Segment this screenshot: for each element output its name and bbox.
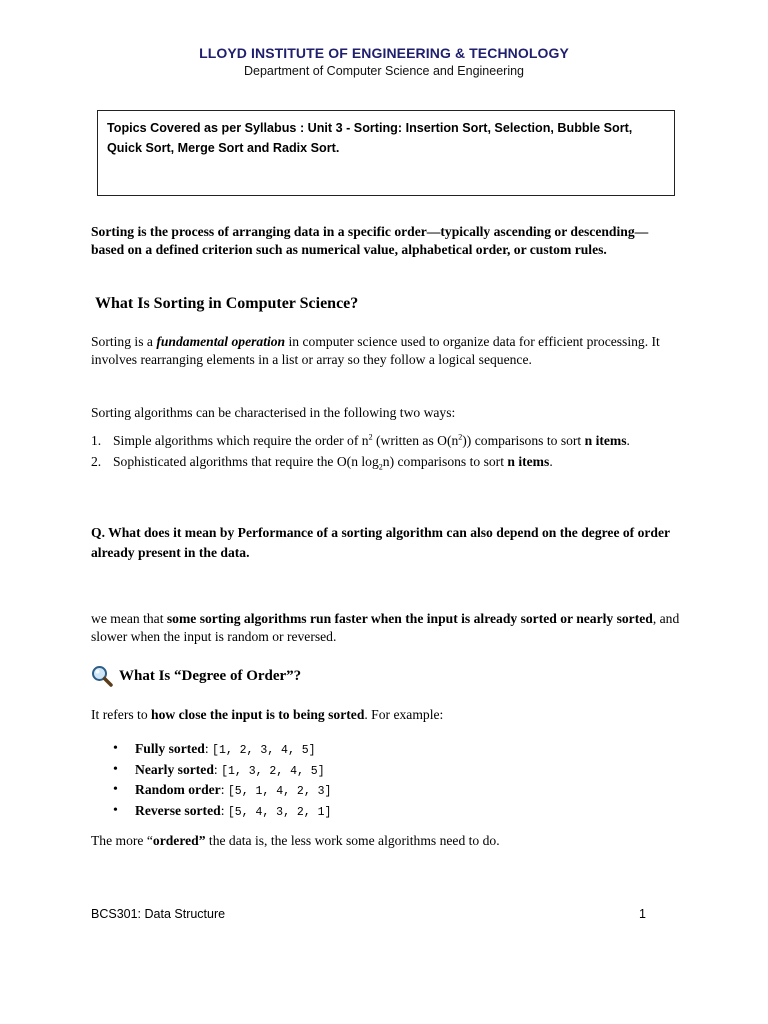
- list-number: 1.: [91, 433, 102, 448]
- heading-text: What Is “Degree of Order”?: [119, 667, 302, 684]
- list-text: .: [549, 454, 553, 469]
- list-text: (written as O(n: [372, 433, 459, 448]
- answer-text: we mean that: [91, 611, 167, 626]
- section-heading-degree: [91, 665, 301, 687]
- topics-box: [97, 110, 675, 196]
- footer-course: BCS301: Data Structure: [91, 907, 226, 921]
- para-text: the data is, the less work some algorithms need to do.: [205, 833, 500, 848]
- list-item: • Random order: [5, 1, 4, 2, 3]: [113, 782, 332, 798]
- answer-text: , and slower when the input is random or reversed.: [91, 611, 680, 644]
- list-text: )) comparisons to sort: [462, 433, 585, 448]
- para-bold: ordered”: [152, 833, 206, 848]
- bullet-icon: •: [113, 761, 118, 777]
- list-bold: n items: [507, 454, 550, 469]
- bullet-value: [1, 3, 2, 4, 5]: [221, 764, 325, 778]
- intro-paragraph: Sorting is the process of arranging data in a specific order—typically ascending or descending—based on a defined criterion such as numerical value, alphabetical order, or custom rules.: [91, 224, 649, 257]
- subscript: 2: [378, 462, 383, 472]
- superscript: 2: [368, 432, 373, 442]
- list-text: .: [626, 433, 630, 448]
- list-item: • Fully sorted: [1, 2, 3, 4, 5]: [113, 741, 316, 757]
- sorting-definition-paragraph: [91, 333, 681, 369]
- para-bold: how close the input is to being sorted: [151, 707, 365, 722]
- closing-paragraph: [91, 832, 681, 850]
- topics-text: Topics Covered as per Syllabus : Unit 3 - Sorting: Insertion Sort, Selection, Bubble Sort, Quick Sort, Merge Sort and Radix Sort.: [107, 121, 633, 155]
- list-text: Sophisticated algorithms that require the O(n log: [113, 454, 379, 469]
- list-item: [91, 432, 681, 450]
- bullet-value: [5, 4, 3, 2, 1]: [227, 805, 332, 819]
- answer-paragraph: [91, 610, 681, 646]
- bullet-value: [5, 1, 4, 2, 3]: [227, 785, 332, 798]
- superscript: 2: [458, 432, 463, 442]
- magnifying-glass-icon: [91, 665, 113, 687]
- bullet-label: Fully sorted: [135, 741, 205, 756]
- bullet-label: Reverse sorted: [135, 802, 221, 818]
- bullet-label: Random order: [135, 782, 221, 797]
- page-number: 1: [639, 907, 646, 921]
- department-name: Department of Computer Science and Engineering: [243, 64, 525, 78]
- ways-intro-paragraph: Sorting algorithms can be characterised in the following two ways:: [91, 405, 456, 420]
- institute-name: LLOYD INSTITUTE OF ENGINEERING & TECHNOLOGY: [199, 45, 569, 61]
- para-text: . For example:: [364, 707, 444, 722]
- bullet-icon: •: [113, 782, 118, 797]
- list-text: Simple algorithms which require the order of n: [113, 433, 369, 448]
- list-bold: n items: [584, 433, 627, 448]
- section-heading-sorting: What Is Sorting in Computer Science?: [95, 295, 359, 312]
- bullet-icon: •: [113, 802, 118, 818]
- list-number: 2.: [91, 454, 102, 469]
- numbered-list: [91, 432, 681, 474]
- bullet-label: Nearly sorted: [135, 761, 214, 777]
- degree-intro-paragraph: [91, 706, 681, 724]
- bullet-value: [1, 2, 3, 4, 5]: [212, 744, 316, 757]
- answer-bold: some sorting algorithms run faster when the input is already sorted or nearly sorted: [166, 611, 653, 626]
- list-text: n) comparisons to sort: [382, 454, 508, 469]
- list-item: [91, 453, 681, 471]
- para-emphasis: fundamental operation: [156, 334, 286, 349]
- question-paragraph: Q. What does it mean by Performance of a sorting algorithm can also depend on the degree of order already present in the data.: [91, 525, 670, 560]
- list-item: • Nearly sorted: [1, 3, 2, 4, 5]: [113, 761, 325, 778]
- list-item: • Reverse sorted: [5, 4, 3, 2, 1]: [113, 802, 332, 819]
- para-text: Sorting is a: [91, 334, 157, 349]
- para-text: It refers to: [91, 707, 152, 722]
- para-text: in computer science used to organize data for efficient processing. It involves rearranging elements in a list or array so they follow a logical sequence.: [91, 334, 660, 367]
- para-text: The more “: [91, 833, 153, 848]
- bullet-icon: •: [113, 741, 118, 756]
- bullet-list: [113, 740, 331, 822]
